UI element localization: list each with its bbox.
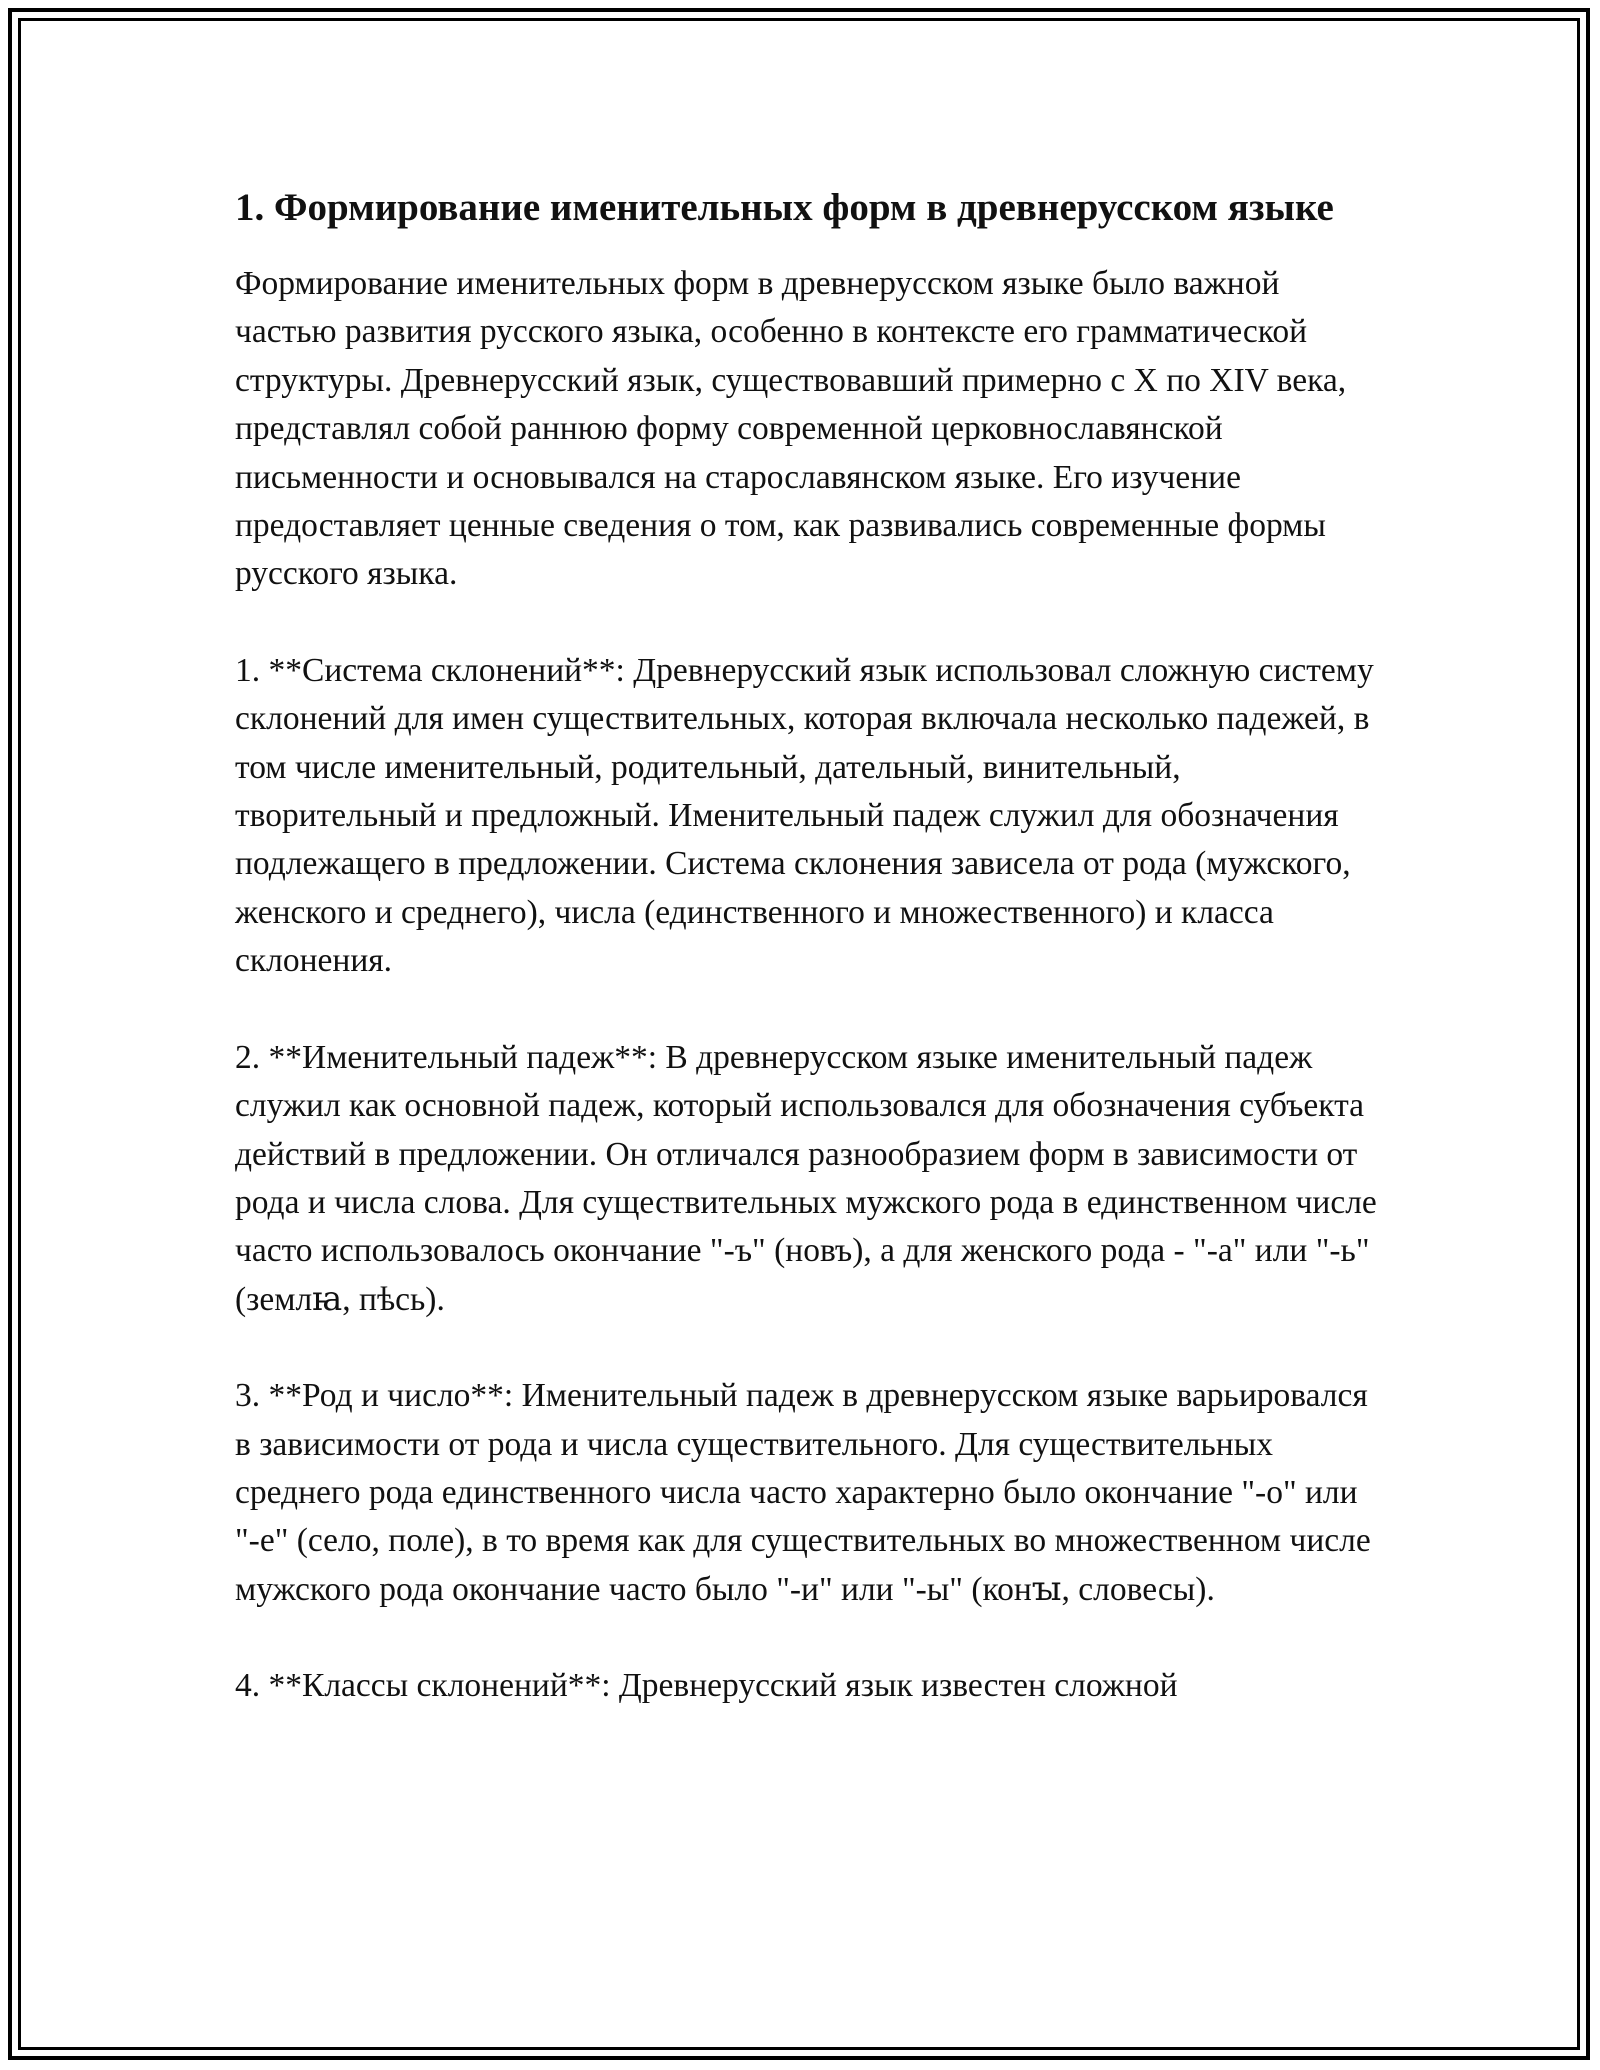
nominative-case-paragraph: 2. **Именительный падеж**: В древнерусском языке именительный падеж служил как основной падеж, который использовался для обозначения субъекта действий в предложении. Он отличался разнообразием форм в зависимости от рода и числа слова. Для существительных мужского рода в единственном числе часто использовалось окончание "-ъ" (новъ), а для женского рода - "-а" или "-ь" (землꙗ, пѣсь). (235, 1038, 1377, 1318)
declension-system-paragraph: 1. **Система склонений**: Древнерусский язык использовал сложную систему склонений для имен существительных, которая включала несколько падежей, в том числе именительный, родительный, дательный, винительный, творительный и предложный. Именительный падеж служил для обозначения подлежащего в предложении. Система склонения зависела от рода (мужского, женского и среднего), числа (единственного и множественного) и класса склонения. (235, 651, 1374, 980)
document-title: 1. Формирование именительных форм в древнерусском языке (235, 186, 1334, 229)
document-body (235, 180, 1385, 1759)
gender-number-paragraph: 3. **Род и число**: Именительный падеж в древнерусском языке варьировался в зависимости от рода и числа существительного. Для существительных среднего рода единственного числа часто характерно было окончание "-о" или "-е" (село, поле), в то время как для существительных во множественном числе мужского рода окончание часто было "-и" или "-ы" (конꙑ, словесы). (235, 1377, 1371, 1608)
intro-paragraph: Формирование именительных форм в древнерусском языке было важной частью развития русского языка, особенно в контексте его грамматической структуры. Древнерусский язык, существовавший примерно с X по XIV века, представлял собой раннюю форму современной церковнославянской письменности и основывался на старославянском языке. Его изучение предоставляет ценные сведения о том, как развивались современные формы русского языка. (235, 265, 1347, 593)
declension-classes-paragraph: 4. **Классы склонений**: Древнерусский язык известен сложной (235, 1667, 1178, 1705)
